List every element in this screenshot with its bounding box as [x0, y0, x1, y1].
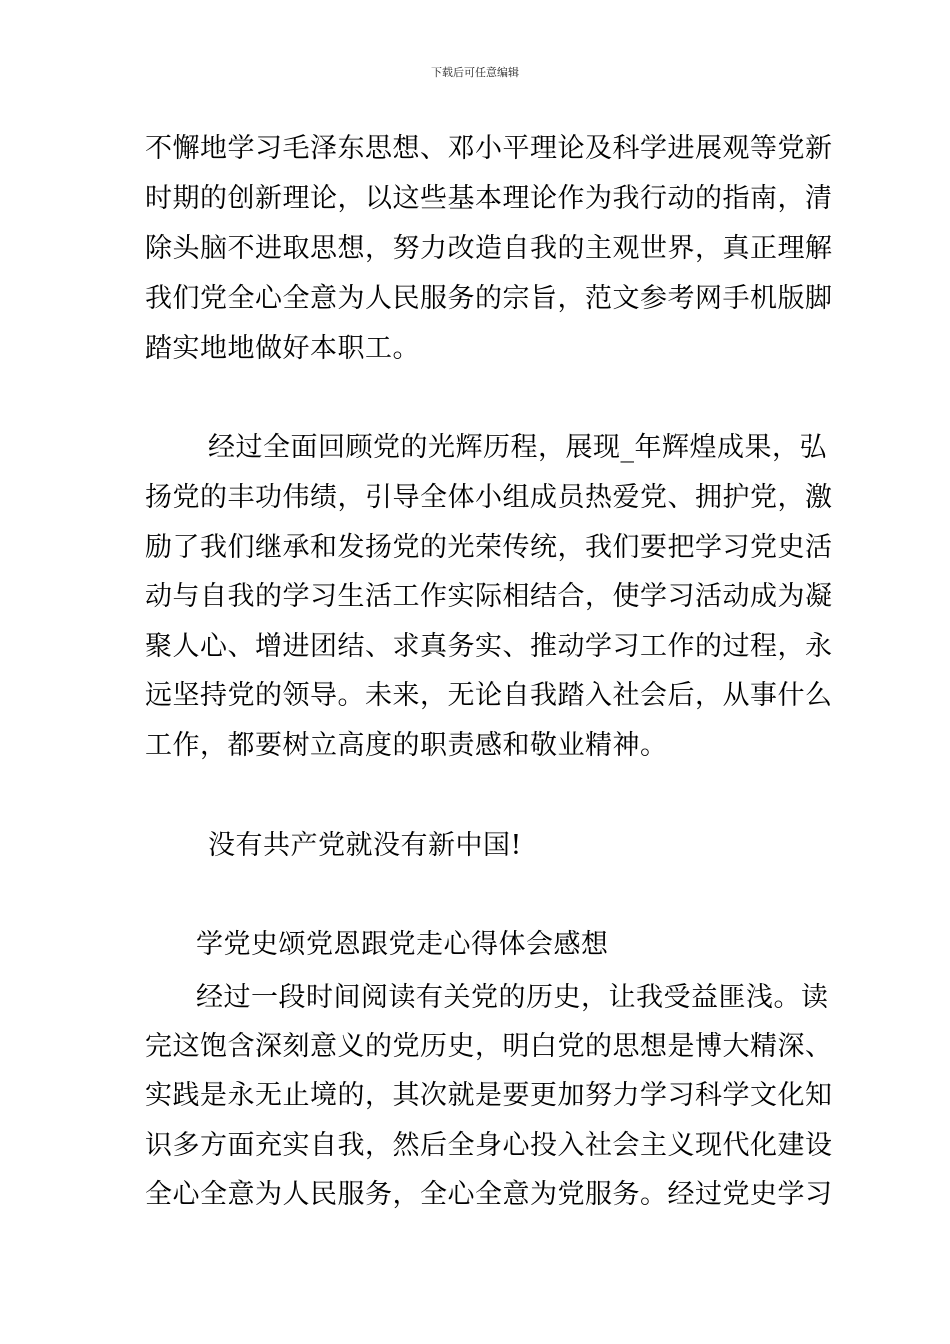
text-line: 不懈地学习毛泽东思想、邓小平理论及科学进展观等党新: [145, 133, 833, 164]
text-line: 识多方面充实自我，然后全身心投入社会主义现代化建设: [145, 1130, 833, 1161]
text-line: 聚人心、增进团结、求真务实、推动学习工作的过程，永: [145, 631, 833, 662]
text-line: 动与自我的学习生活工作实际相结合，使学习活动成为凝: [145, 581, 833, 612]
text-line: 实践是永无止境的，其次就是要更加努力学习科学文化知: [145, 1080, 833, 1111]
text-line: 经过一段时间阅读有关党的历史，让我受益匪浅。读: [196, 982, 829, 1013]
text-line: 经过全面回顾党的光辉历程，展现_年辉煌成果，弘: [208, 432, 827, 463]
page-header: 下载后可任意编辑: [431, 66, 519, 79]
text-line: 时期的创新理论，以这些基本理论作为我行动的指南，清: [145, 183, 833, 214]
text-line: 踏实地地做好本职工。: [145, 333, 420, 364]
text-line: 扬党的丰功伟绩，引导全体小组成员热爱党、拥护党，激: [145, 482, 833, 513]
text-line: 没有共产党就没有新中国!: [208, 830, 522, 861]
text-line: 除头脑不进取思想，努力改造自我的主观世界，真正理解: [145, 233, 833, 264]
text-line: 励了我们继承和发扬党的光荣传统，我们要把学习党史活: [145, 532, 833, 563]
text-line: 工作，都要树立高度的职责感和敬业精神。: [145, 730, 668, 761]
text-line: 学党史颂党恩跟党走心得体会感想: [196, 929, 609, 960]
text-line: 我们党全心全意为人民服务的宗旨，范文参考网手机版脚: [145, 283, 833, 314]
text-line: 远坚持党的领导。未来，无论自我踏入社会后，从事什么: [145, 680, 833, 711]
text-line: 全心全意为人民服务，全心全意为党服务。经过党史学习: [145, 1179, 833, 1210]
text-line: 完这饱含深刻意义的党历史，明白党的思想是博大精深、: [145, 1031, 833, 1062]
